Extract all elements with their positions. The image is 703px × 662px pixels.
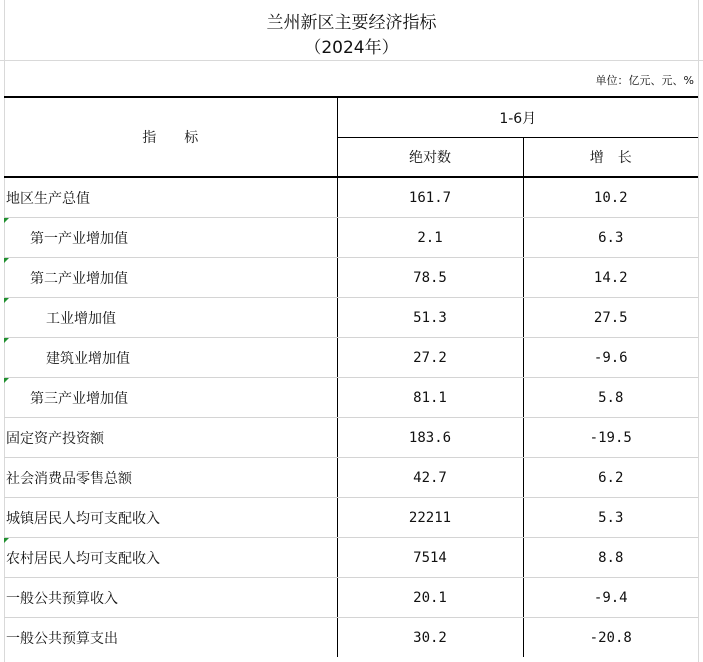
growth-value: 5.3 <box>523 498 698 538</box>
header-indicator: 指 标 <box>4 97 337 177</box>
page-subtitle: （2024年） <box>304 38 399 58</box>
indicator-table <box>4 96 698 657</box>
indicator-name <box>4 258 337 298</box>
growth-value: 6.3 <box>523 218 698 258</box>
growth-value: 10.2 <box>523 177 698 218</box>
growth-value: -20.8 <box>589 629 632 646</box>
indicator-name <box>4 578 337 618</box>
absolute-value: 161.7 <box>337 177 523 218</box>
indicator-name <box>4 298 337 338</box>
unit-note: 单位：亿元、元、% <box>595 74 694 87</box>
indicator-label: 第一产业增加值 <box>30 230 128 247</box>
growth-value: 27.5 <box>523 298 698 338</box>
indicator-name <box>4 418 337 458</box>
table-row <box>4 338 698 378</box>
header-growth: 增 长 <box>523 138 698 178</box>
absolute-value: 22211 <box>337 498 523 538</box>
table-row <box>4 578 698 618</box>
indicator-label: 地区生产总值 <box>6 190 90 207</box>
gridline <box>698 0 699 662</box>
indicator-name <box>4 618 337 658</box>
indicator-label: 一般公共预算收入 <box>6 590 118 607</box>
indicator-name <box>4 538 337 578</box>
table-row <box>4 298 698 338</box>
table-row <box>4 177 698 218</box>
indicator-name <box>4 177 337 218</box>
growth-value: -9.4 <box>523 578 698 618</box>
absolute-value: 2.1 <box>337 218 523 258</box>
indicator-name <box>4 218 337 258</box>
indicator-label: 社会消费品零售总额 <box>6 470 132 487</box>
growth-value: -19.5 <box>523 418 698 458</box>
growth-value: -9.6 <box>523 338 698 378</box>
table-row <box>4 538 698 578</box>
growth-value: 8.8 <box>523 538 698 578</box>
growth-value: 6.2 <box>523 458 698 498</box>
indicator-label: 城镇居民人均可支配收入 <box>6 510 160 527</box>
indicator-label: 工业增加值 <box>46 310 116 327</box>
page-title: 兰州新区主要经济指标 <box>266 13 437 33</box>
table-row <box>4 218 698 258</box>
indicator-label: 一般公共预算支出 <box>6 630 118 647</box>
table-row <box>4 618 698 658</box>
cell-marker-icon <box>4 218 9 223</box>
absolute-value: 27.2 <box>337 338 523 378</box>
table-row <box>4 418 698 458</box>
indicator-name <box>4 458 337 498</box>
gridline <box>0 60 703 61</box>
table-row <box>4 458 698 498</box>
cell-marker-icon <box>4 298 9 303</box>
table-row <box>4 258 698 298</box>
absolute-value: 30.2 <box>337 618 523 658</box>
indicator-name <box>4 378 337 418</box>
absolute-value: 78.5 <box>337 258 523 298</box>
indicator-label: 第二产业增加值 <box>30 270 128 287</box>
cell-marker-icon <box>4 338 9 343</box>
indicator-label: 农村居民人均可支配收入 <box>6 550 160 567</box>
growth-value: 14.2 <box>523 258 698 298</box>
table-row <box>4 378 698 418</box>
table-row <box>4 498 698 538</box>
absolute-value: 7514 <box>337 538 523 578</box>
cell-marker-icon <box>4 258 9 263</box>
growth-value: 5.8 <box>523 378 698 418</box>
indicator-label: 第三产业增加值 <box>30 390 128 407</box>
absolute-value: 81.1 <box>337 378 523 418</box>
indicator-name <box>4 338 337 378</box>
absolute-value: 183.6 <box>337 418 523 458</box>
cell-marker-icon <box>4 378 9 383</box>
indicator-label: 建筑业增加值 <box>46 350 130 367</box>
header-period: 1-6月 <box>337 97 698 138</box>
indicator-name <box>4 498 337 538</box>
absolute-value: 51.3 <box>337 298 523 338</box>
absolute-value: 20.1 <box>337 578 523 618</box>
indicator-label: 固定资产投资额 <box>6 430 104 447</box>
cell-marker-icon <box>4 538 9 543</box>
header-absolute: 绝对数 <box>337 138 523 178</box>
absolute-value: 42.7 <box>337 458 523 498</box>
